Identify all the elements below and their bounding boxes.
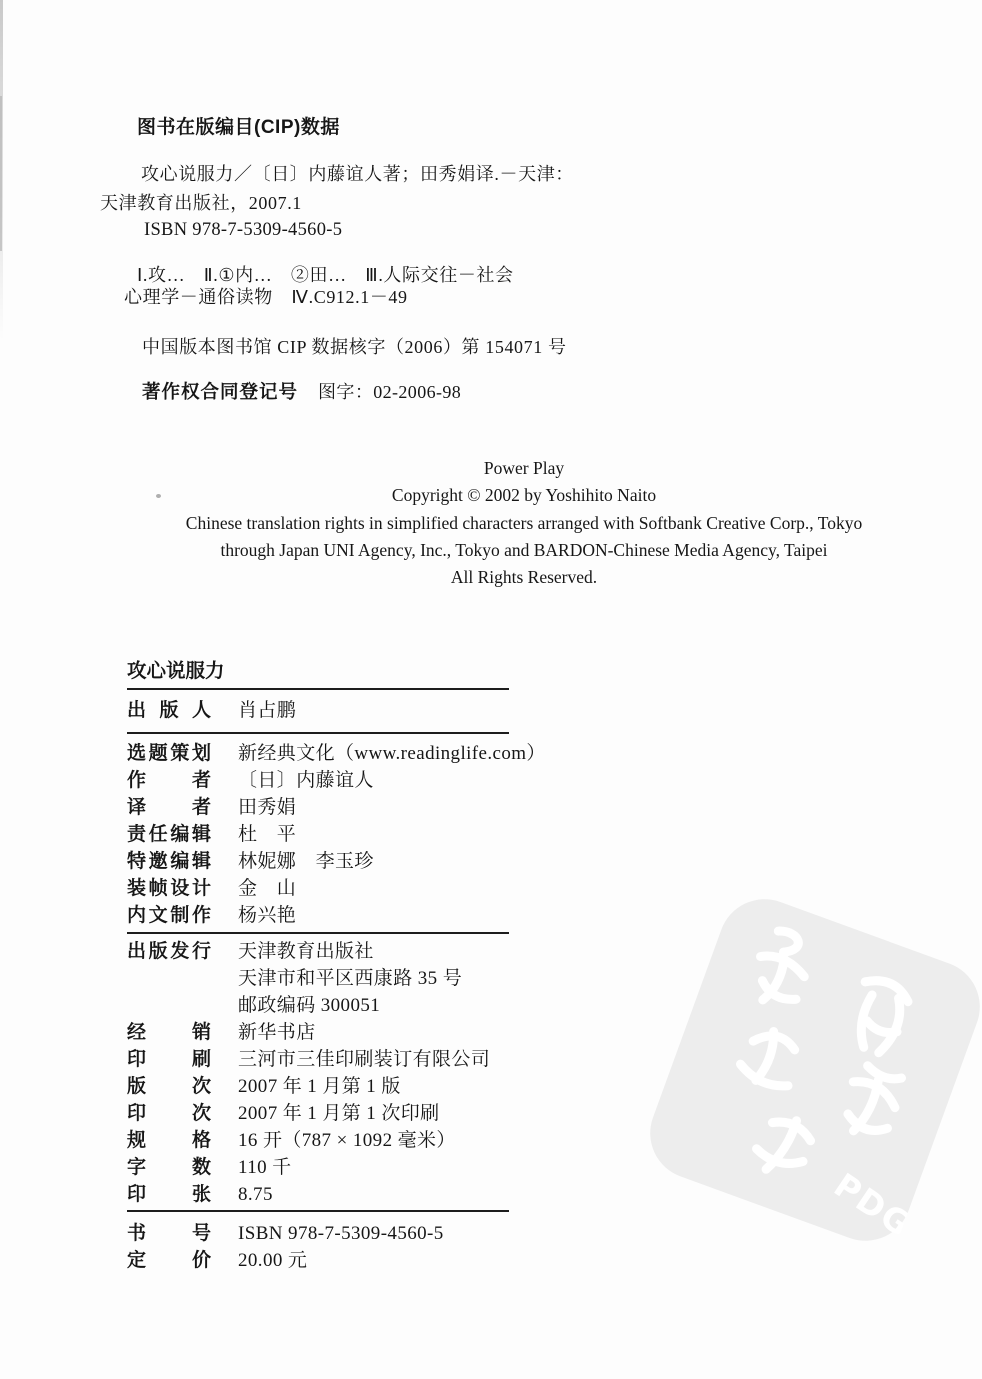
english-rights-reserved: All Rights Reserved. bbox=[450, 567, 598, 588]
copyright-registration-label: 著作权合同登记号 bbox=[142, 381, 299, 402]
credits-section bbox=[127, 734, 546, 934]
row-label: 译者 bbox=[127, 797, 211, 818]
row-label: 内文制作 bbox=[127, 905, 211, 926]
row-value: 2007 年 1 月第 1 次印刷 bbox=[238, 1103, 440, 1124]
english-copyright-block bbox=[90, 455, 958, 591]
row-value: 16 开（787 × 1092 毫米） bbox=[238, 1130, 456, 1151]
english-title: Power Play bbox=[483, 458, 565, 478]
row-label: 定价 bbox=[127, 1250, 211, 1271]
table-row bbox=[127, 1073, 509, 1100]
pdg-watermark-stamp bbox=[637, 886, 982, 1253]
row-label: 特邀编辑 bbox=[127, 851, 211, 872]
row-value: 8.75 bbox=[238, 1184, 273, 1205]
english-copyright-line: Copyright © 2002 by Yoshihito Naito bbox=[391, 485, 657, 506]
row-label bbox=[127, 965, 211, 992]
row-label: 作者 bbox=[127, 770, 211, 791]
table-row bbox=[127, 821, 509, 848]
cip-description-line2: 天津教育出版社，2007.1 bbox=[100, 193, 302, 213]
copyright-registration-line bbox=[142, 378, 461, 404]
cip-description-line1: 攻心说服力／〔日〕内藤谊人著；田秀娟译.－天津： bbox=[141, 164, 574, 184]
row-value: 金 山 bbox=[238, 878, 297, 899]
cip-classification-line1: Ⅰ.攻… Ⅱ.①内… ②田… Ⅲ.人际交往－社会 bbox=[137, 265, 514, 285]
row-value: 新经典文化（www.readinglife.com） bbox=[238, 743, 546, 764]
row-value: 20.00 元 bbox=[238, 1250, 308, 1271]
table-row bbox=[127, 697, 509, 724]
row-label: 出版人 bbox=[127, 700, 211, 721]
row-label: 经销 bbox=[127, 1022, 211, 1043]
row-label: 印张 bbox=[127, 1184, 211, 1205]
table-row bbox=[127, 1019, 509, 1046]
row-value: 〔日〕内藤谊人 bbox=[238, 770, 374, 791]
table-row bbox=[127, 740, 546, 767]
row-label: 印刷 bbox=[127, 1049, 211, 1070]
row-label: 选题策划 bbox=[127, 743, 211, 764]
table-row bbox=[127, 1154, 509, 1181]
table-row bbox=[127, 1220, 509, 1247]
row-value: 天津教育出版社 bbox=[238, 941, 374, 962]
scan-edge-shadow-dark bbox=[0, 96, 2, 251]
cip-record-number: 中国版本图书馆 CIP 数据核字（2006）第 154071 号 bbox=[142, 337, 567, 357]
row-value: 杨兴艳 bbox=[238, 905, 297, 926]
row-value: 杜 平 bbox=[238, 824, 297, 845]
production-section bbox=[127, 934, 509, 1212]
row-label bbox=[127, 992, 211, 1019]
table-row bbox=[127, 1100, 509, 1127]
publisher-section bbox=[127, 690, 509, 734]
row-label: 责任编辑 bbox=[127, 824, 211, 845]
table-row bbox=[127, 767, 509, 794]
pdg-watermark-text: PDG bbox=[827, 1165, 920, 1245]
colophon-table bbox=[127, 658, 546, 1280]
pricing-section bbox=[127, 1212, 509, 1280]
row-value: 肖占鹏 bbox=[238, 700, 297, 721]
table-row bbox=[127, 1046, 509, 1073]
english-rights-line1: Chinese translation rights in simplified characters arranged with Softbank Creative Corp., Tokyo bbox=[185, 512, 863, 533]
row-label: 版次 bbox=[127, 1076, 211, 1097]
row-value: 田秀娟 bbox=[238, 797, 297, 818]
row-value: 2007 年 1 月第 1 版 bbox=[238, 1076, 401, 1097]
table-row bbox=[127, 875, 509, 902]
cip-header: 图书在版编目(CIP)数据 bbox=[137, 117, 340, 138]
row-label: 印次 bbox=[127, 1103, 211, 1124]
copyright-registration-value: 图字：02-2006-98 bbox=[318, 382, 462, 402]
table-row bbox=[127, 1181, 509, 1208]
row-label: 出版发行 bbox=[127, 941, 211, 962]
row-value: 三河市三佳印刷装订有限公司 bbox=[238, 1049, 491, 1070]
row-value: 邮政编码 300051 bbox=[238, 995, 381, 1016]
row-value: 110 千 bbox=[238, 1157, 292, 1178]
row-label: 书号 bbox=[127, 1223, 211, 1244]
table-row bbox=[127, 992, 509, 1019]
table-row bbox=[127, 848, 509, 875]
english-rights-line2: through Japan UNI Agency, Inc., Tokyo and BARDON-Chinese Media Agency, Taipei bbox=[220, 539, 828, 560]
row-label: 装帧设计 bbox=[127, 878, 211, 899]
row-value: ISBN 978-7-5309-4560-5 bbox=[238, 1223, 444, 1244]
cip-classification-line2: 心理学－通俗读物 Ⅳ.C912.1－49 bbox=[124, 287, 408, 307]
cip-isbn: ISBN 978-7-5309-4560-5 bbox=[144, 220, 343, 240]
table-row bbox=[127, 1127, 509, 1154]
row-label: 字数 bbox=[127, 1157, 211, 1178]
table-row bbox=[127, 902, 509, 929]
row-label: 规格 bbox=[127, 1130, 211, 1151]
book-title: 攻心说服力 bbox=[127, 658, 509, 690]
table-row bbox=[127, 938, 509, 965]
seal-script-glyphs bbox=[637, 886, 982, 1253]
table-row bbox=[127, 1247, 509, 1274]
row-value: 新华书店 bbox=[238, 1022, 316, 1043]
row-value: 天津市和平区西康路 35 号 bbox=[238, 968, 463, 989]
table-row bbox=[127, 794, 509, 821]
table-row bbox=[127, 965, 509, 992]
row-value: 林妮娜 李玉珍 bbox=[238, 851, 374, 872]
